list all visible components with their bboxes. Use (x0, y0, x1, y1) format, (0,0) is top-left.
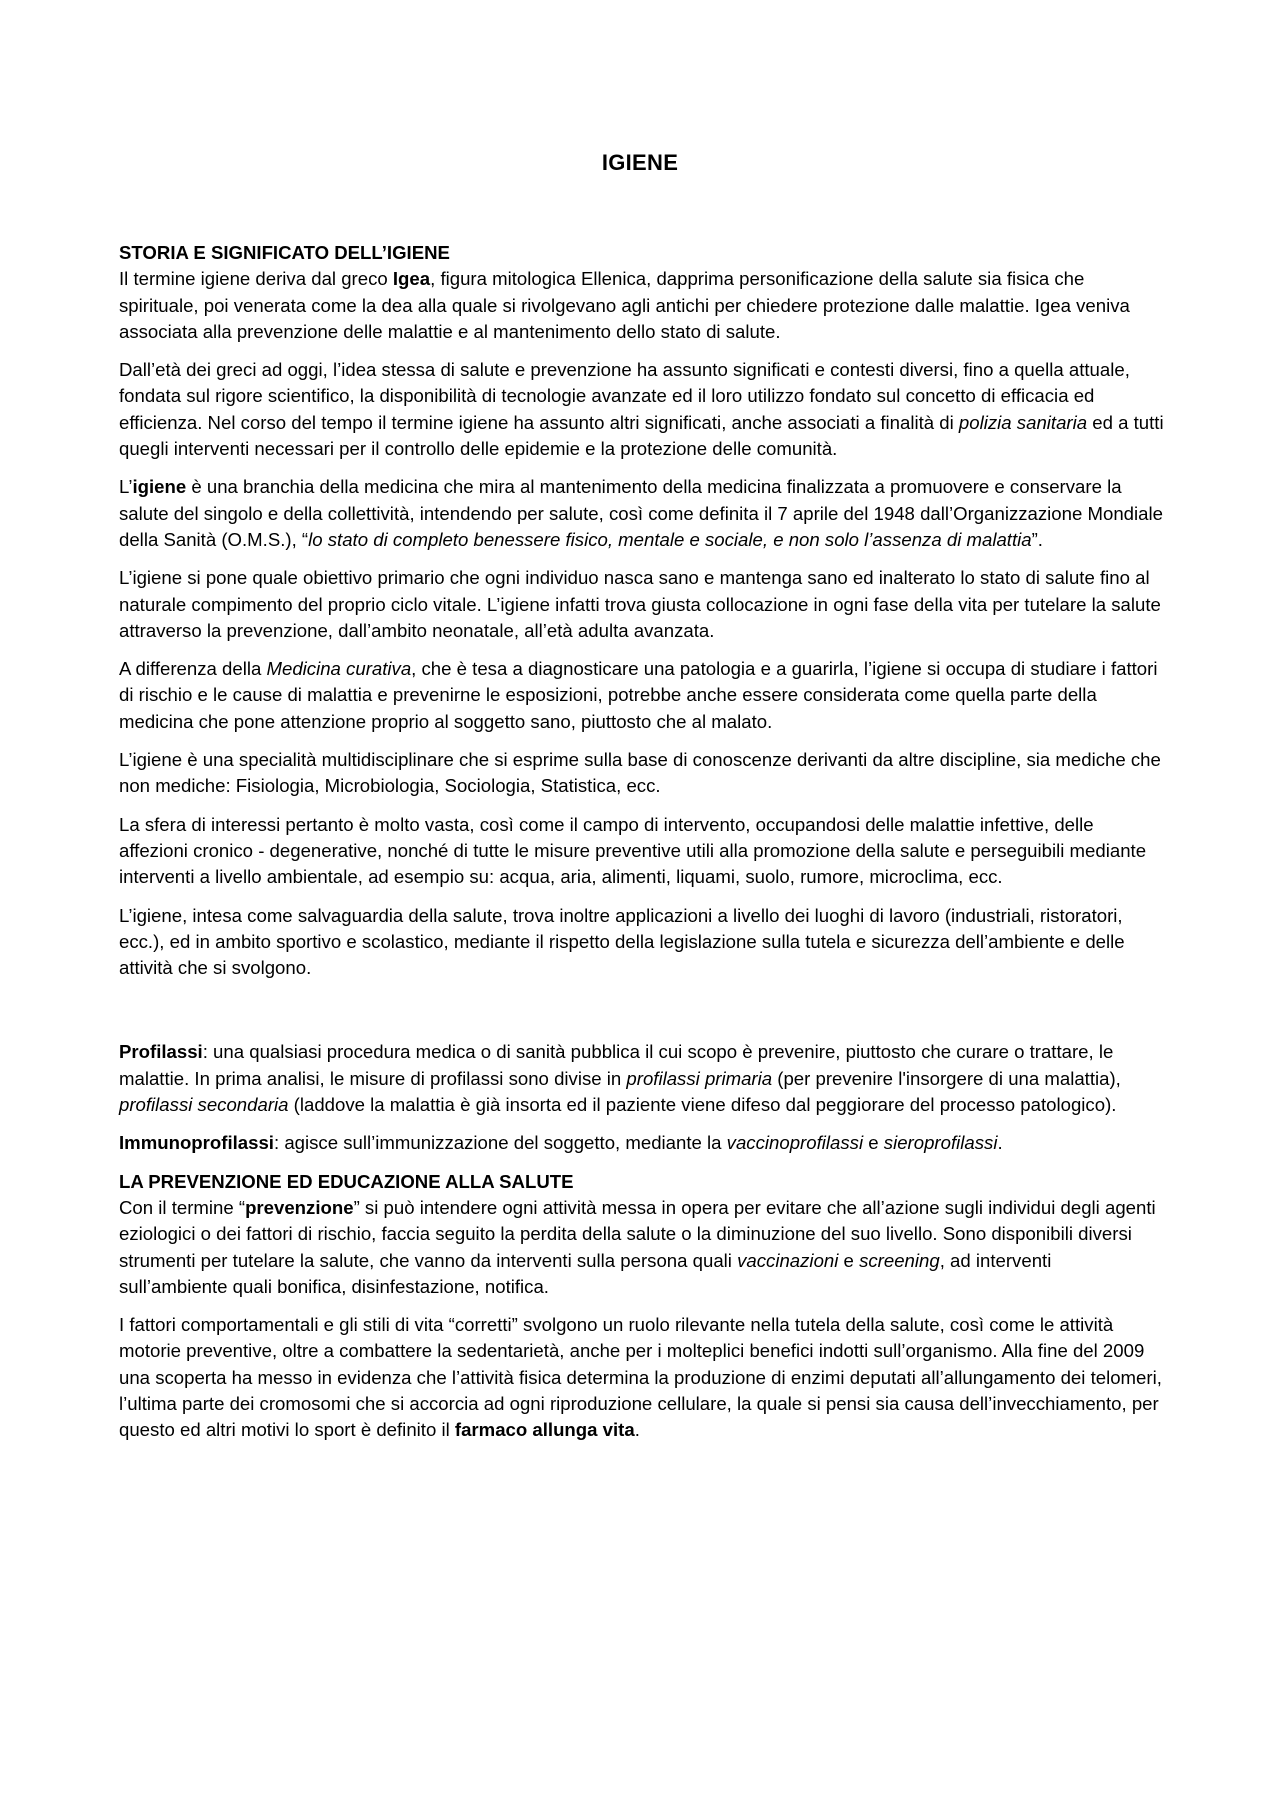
text-run: : agisce sull’immunizzazione del soggetto, mediante la (273, 1132, 727, 1154)
section-heading: STORIA E SIGNIFICATO DELL’IGIENE (119, 242, 450, 263)
paragraph (119, 903, 1164, 982)
paragraph (119, 565, 1164, 644)
text-run: La sfera di interessi pertanto è molto vasta, così come il campo di intervento, occupandosi delle malattie infettive, delle affezioni cronico - degenerative, nonché di tutte le misure preventive utili alla promozione della salute e perseguibili mediante interventi a livello ambientale, ad esempio su: acqua, aria, alimenti, liquami, suolo, rumore, microclima, ecc. (119, 813, 1147, 888)
text-run: e (863, 1132, 884, 1154)
bold-term: farmaco allunga vita (454, 1419, 635, 1441)
section-spacer (119, 993, 1164, 1039)
text-run: L’igiene si pone quale obiettivo primario che ogni individuo nasca sano e mantenga sano ed inalterato lo stato di salute fino al naturale compimento del proprio ciclo vitale. L’igiene infatti trova giusta collocazione in ogni fase della vita per tutelare la salute attraverso la prevenzione, dall’ambito neonatale, all’età adulta avanzata. (119, 567, 1161, 641)
text-run: L’ (119, 476, 133, 498)
text-run: ed a tutti quegli interventi necessari per il controllo delle epidemie e la protezione delle comunità. (119, 411, 1164, 460)
text-run: e (838, 1249, 860, 1271)
italic-term: sieroprofilassi (883, 1132, 998, 1154)
document-title: IGIENE (601, 150, 679, 175)
text-run: , figura mitologica Ellenica, dapprima personificazione della salute sia fisica che spirituale, poi venerata come la dea alla quale si rivolgevano agli antichi per chiedere protezione dalle malattie. Igea veniva associata alla prevenzione delle malattie e al mantenimento dello stato di salute. (119, 268, 1130, 342)
bold-term: Igea (392, 268, 431, 290)
paragraph (119, 357, 1164, 462)
text-run: Il termine igiene deriva dal greco (119, 268, 393, 290)
italic-term: Medicina curativa (266, 658, 412, 680)
text-run: I fattori comportamentali e gli stili di vita “corretti” svolgono un ruolo rilevante nella tutela della salute, così come le attività motorie preventive, oltre a combattere la sedentarietà, anche per i molteplici benefici indotti sull’organismo. Alla fine del 2009 una scoperta ha messo in evidenza che l’attività fisica determina la produzione di enzimi deputati all’allungamento dei telomeri, l’ultima parte dei cromosomi che si accorcia ad ogni riproduzione cellulare, la quale si pensi sia causa dell’invecchiamento, per questo ed altri motivi lo sport è definito il (119, 1314, 1162, 1441)
italic-term: vaccinazioni (737, 1249, 839, 1271)
paragraph (119, 656, 1164, 735)
text-run: ”. (1031, 528, 1043, 550)
document-body (119, 240, 1164, 1456)
paragraph (119, 1169, 1164, 1300)
text-run: Dall’età dei greci ad oggi, l’idea stessa di salute e prevenzione ha assunto significati e contesti diversi, fino a quella attuale, fondata sul rigore scientifico, la disponibilità di tecnologie avanzate ed il loro utilizzo fondato sul concetto di efficacia ed efficienza. Nel corso del tempo il termine igiene ha assunto altri significati, anche associati a finalità di (119, 359, 1130, 433)
paragraph (119, 747, 1164, 800)
text-run: . (997, 1132, 1003, 1154)
text-run: ” si può intendere ogni attività messa in opera per evitare che all’azione sugli individui degli agenti eziologici o dei fattori di rischio, faccia seguito la perdita della salute o la diminuzione del suo livello. Sono disponibili diversi strumenti per tutelare la salute, che vanno da interventi sulla persona quali (119, 1196, 1156, 1271)
bold-term: Immunoprofilassi (119, 1132, 274, 1154)
italic-term: screening (859, 1249, 940, 1271)
text-run: L’igiene, intesa come salvaguardia della salute, trova inoltre applicazioni a livello dei luoghi di lavoro (industriali, ristoratori, ecc.), ed in ambito sportivo e scolastico, mediante il rispetto della legislazione sulla tutela e sicurezza dell’ambiente e delle attività che si svolgono. (119, 904, 1125, 979)
paragraph (119, 1130, 1164, 1156)
text-run: (per prevenire l'insorgere di una malattia), (772, 1067, 1121, 1089)
bold-term: Profilassi (119, 1041, 203, 1063)
paragraph (119, 1039, 1164, 1118)
paragraph (119, 474, 1164, 553)
paragraph (119, 1312, 1164, 1443)
text-run: . (634, 1419, 640, 1441)
text-run: L’igiene è una specialità multidisciplinare che si esprime sulla base di conoscenze derivanti da altre discipline, sia mediche che non mediche: Fisiologia, Microbiologia, Sociologia, Statistica, ecc. (119, 749, 1161, 797)
bold-term: igiene (132, 476, 187, 498)
italic-term: polizia sanitaria (958, 411, 1088, 433)
bold-term: prevenzione (245, 1196, 354, 1218)
italic-term: profilassi secondaria (119, 1094, 289, 1116)
paragraph (119, 812, 1164, 891)
text-run: , che è tesa a diagnosticare una patologia e a guarirla, l’igiene si occupa di studiare i fattori di rischio e le cause di malattia e prevenirne le esposizioni, potrebbe anche essere considerata come quella parte della medicina che pone attenzione proprio al soggetto sano, piuttosto che al malato. (119, 658, 1158, 732)
italic-term: profilassi primaria (626, 1067, 773, 1089)
italic-term: vaccinoprofilassi (726, 1132, 864, 1154)
text-run: è una branchia della medicina che mira al mantenimento della medicina finalizzata a promuovere e conservare la salute del singolo e della collettività, intendendo per salute, così come definita il 7 aprile del 1948 dall’Organizzazione Mondiale della Sanità (O.M.S.), “ (119, 476, 1163, 550)
text-run: , ad interventi sull’ambiente quali bonifica, disinfestazione, notifica. (119, 1249, 1052, 1297)
text-run: : una qualsiasi procedura medica o di sanità pubblica il cui scopo è prevenire, piuttosto che curare o trattare, le malattie. In prima analisi, le misure di profilassi sono divise in (119, 1041, 1114, 1089)
text-run: (laddove la malattia è già insorta ed il paziente viene difeso dal peggiorare del processo patologico). (288, 1094, 1117, 1116)
text-run: Con il termine “ (119, 1196, 246, 1218)
paragraph (119, 240, 1164, 345)
section-heading: LA PREVENZIONE ED EDUCAZIONE ALLA SALUTE (119, 1170, 574, 1192)
italic-term: lo stato di completo benessere fisico, mentale e sociale, e non solo l’assenza di malattia (308, 528, 1032, 550)
text-run: A differenza della (119, 658, 267, 680)
